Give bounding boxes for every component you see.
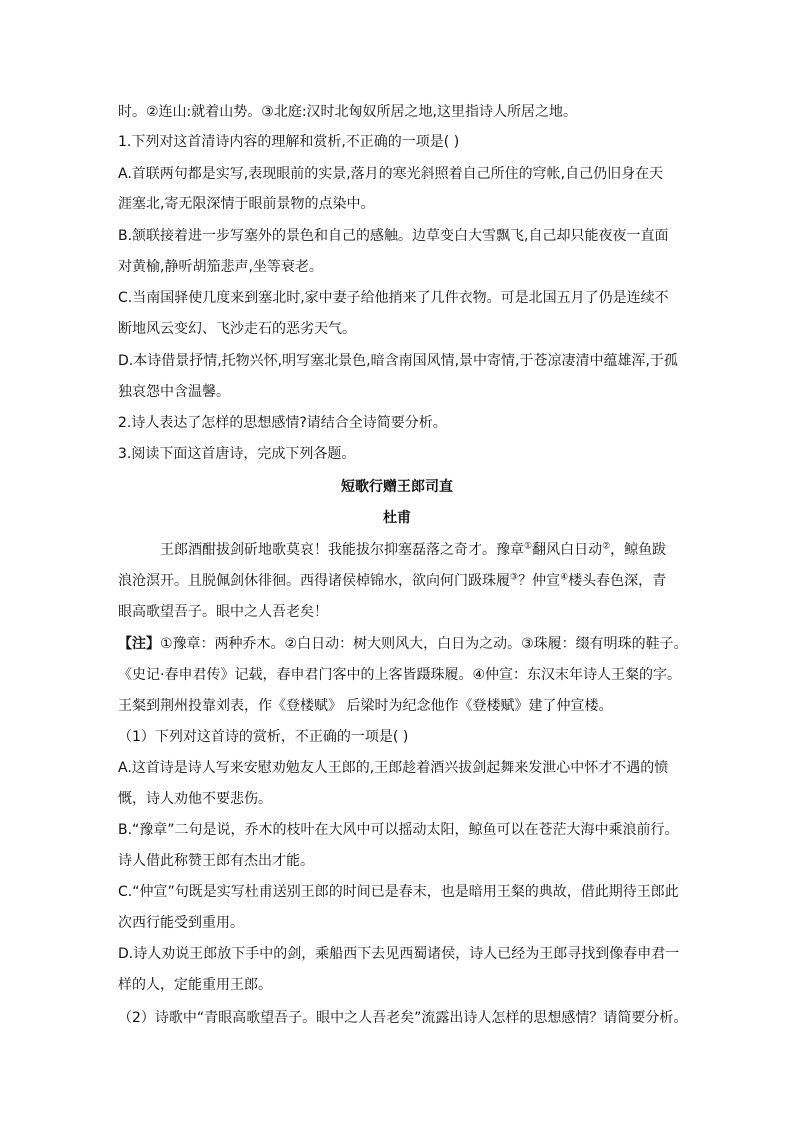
poem-text: 翻风白日动 (532, 542, 603, 558)
option-d-line-2: 独哀怨中含温馨。 (118, 384, 230, 400)
sub-option-a-line-1: A.这首诗是诗人写来安慰劝勉友人王郎的,王郎趁着酒兴拔剑起舞来发泄心中怀才不遇的愤 (118, 760, 669, 776)
sub-option-a-line-2: 慨，诗人劝他不要悲伤。 (118, 791, 272, 807)
annotation-line-2: 《史记·春申君传》记载，春申君门客中的上客皆蹑珠履。④仲宣：东汉末年诗人王粲的字。 (118, 667, 681, 683)
option-a-line-1: A.首联两句都是实写,表现眼前的实景,落月的寒光斜照着自己所住的穹帐,自己仍旧身在天 (118, 166, 664, 182)
option-a-line-2: 涯塞北,寄无限深情于眼前景物的点染中。 (118, 196, 375, 212)
footnote-mark: ① (524, 541, 533, 552)
annotation-label: 【注】 (118, 636, 160, 652)
poem-author: 杜甫 (383, 510, 411, 526)
sub-option-d-line-1: D.诗人劝说王郎放下手中的剑，乘船西下去见西蜀诸侯，诗人已经为王郎寻找到像春申君一 (118, 946, 680, 962)
option-d-line-1: D.本诗借景抒情,托物兴怀,明写塞北景色,暗含南国风情,景中寄情,于苍凉凄清中蕴雄浑,于孤 (118, 353, 678, 369)
note-continuation: 时。②连山:就着山势。③北庭:汉时北匈奴所居之地,这里指诗人所居之地。 (118, 104, 577, 120)
annotation-line-3: 王粲到荆州投靠刘表，作《登楼赋》 后梁时为纪念他作《登楼赋》建了仲宣楼。 (118, 698, 613, 714)
sub-option-b-line-2: 诗人借此称赞王郎有杰出才能。 (118, 853, 314, 869)
poem-text: 浪沧溟开。且脱佩剑休徘徊。西得诸侯棹锦水，欲向何门趿珠履 (118, 573, 510, 589)
option-b-line-1: B.颔联接着进一步写塞外的景色和自己的感触。边草变白大雪飘飞,自己却只能夜夜一直面 (118, 228, 669, 244)
poem-text: ？仲宣 (518, 573, 561, 589)
poem-title: 短歌行赠王郎司直 (341, 479, 453, 495)
question-1: 1.下列对这首清诗内容的理解和赏析,不正确的一项是( ) (118, 134, 460, 150)
footnote-mark: ④ (560, 572, 569, 583)
question-2: 2.诗人表达了怎样的思想感情?请结合全诗简要分析。 (118, 415, 447, 431)
poem-text: 王郎酒酣拔剑斫地歌莫哀！我能拔尔抑塞磊落之奇才。豫章 (160, 542, 524, 558)
poem-line-2 (118, 571, 684, 591)
option-c-line-2: 断地风云变幻、飞沙走石的恶劣天气。 (118, 321, 356, 337)
subquestion-2: （2）诗歌中“青眼高歌望吾子。眼中之人吾老矣”流露出诗人怎样的思想感情？请简要分析。 (118, 1010, 688, 1026)
footnote-mark: ② (602, 541, 611, 552)
question-3-intro: 3.阅读下面这首唐诗，完成下列各题。 (118, 446, 356, 462)
poem-line-1 (160, 540, 686, 560)
sub-option-c-line-1: C.“仲宣”句既是实写杜甫送别王郎的时间已是春末，也是暗用王粲的典故，借此期待王郎此 (118, 884, 679, 900)
annotation-line-1 (118, 634, 688, 654)
option-b-line-2: 对黄榆,静听胡笳悲声,坐等衰老。 (118, 259, 323, 275)
poem-text: 楼头春色深，青 (568, 573, 667, 589)
poem-line-3: 眼高歌望吾子。眼中之人吾老矣！ (118, 604, 328, 620)
option-c-line-1: C.当南国驿使几度来到塞北时,家中妻子给他捎来了几件衣物。可是北国五月了仍是连续不 (118, 290, 669, 306)
subquestion-1: （1）下列对这首诗的赏析，不正确的一项是( ) (118, 729, 409, 745)
sub-option-c-line-2: 次西行能受到重用。 (118, 915, 244, 931)
annotation-text: ①豫章：两种乔木。②白日动：树大则风大，白日为之动。③珠履：缀有明珠的鞋子。 (160, 636, 688, 652)
sub-option-b-line-1: B.“豫章”二句是说，乔木的枝叶在大风中可以摇动太阳，鲸鱼可以在苍茫大海中乘浪前行。 (118, 822, 679, 838)
poem-text: ，鲸鱼跋 (610, 542, 667, 558)
sub-option-d-line-2: 样的人，定能重用王郎。 (118, 977, 272, 993)
footnote-mark: ③ (510, 572, 519, 583)
